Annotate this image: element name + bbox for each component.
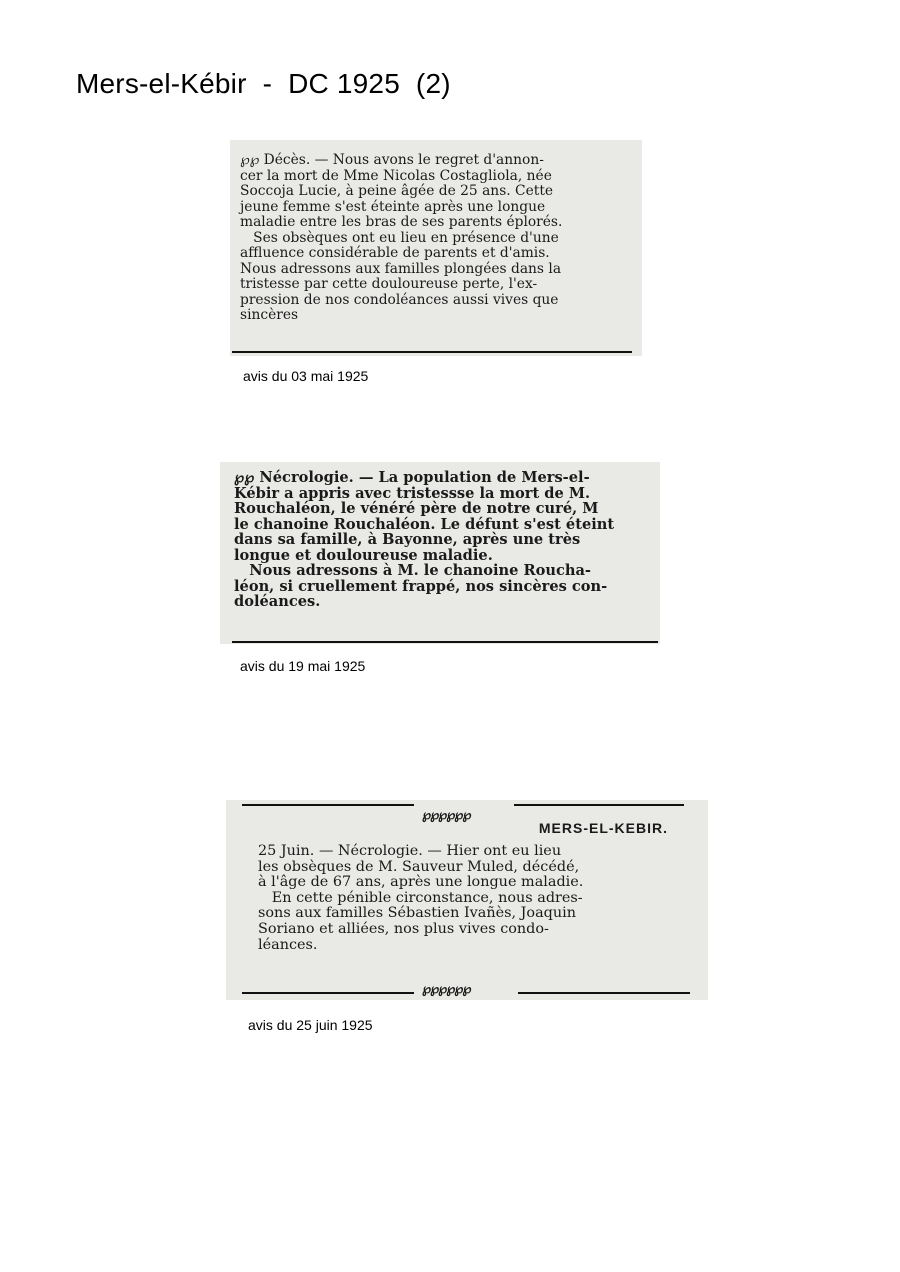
clipping-3-top-rule-left xyxy=(242,804,414,806)
clipping-1-line: maladie entre les bras de ses parents éplorés. xyxy=(240,214,563,230)
clipping-3-line: Soriano et alliées, nos plus vives condo- xyxy=(258,920,549,937)
clipping-3-line: les obsèques de M. Sauveur Muled, décédé, xyxy=(258,858,580,875)
clipping-2-line: ℘℘ Nécrologie. — La population de Mers-el- xyxy=(234,469,590,486)
clipping-3-top-rule-right xyxy=(514,804,684,806)
clipping-2-line: Kébir a appris avec tristessse la mort de M. xyxy=(234,484,591,502)
clipping-3-caption: avis du 25 juin 1925 xyxy=(248,1017,373,1033)
clipping-1-line: cer la mort de Mme Nicolas Costagliola, née xyxy=(240,167,552,184)
clipping-3-line: En cette pénible circonstance, nous adres- xyxy=(258,889,583,906)
ornament-icon: ℘℘℘℘℘℘ xyxy=(422,982,471,997)
page-title: Mers-el-Kébir - DC 1925 (2) xyxy=(76,68,451,99)
clipping-1-caption: avis du 03 mai 1925 xyxy=(243,368,369,384)
clipping-2-line: Nous adressons à M. le chanoine Roucha- xyxy=(234,562,591,579)
clipping-1-line: affluence considérable de parents et d'amis. xyxy=(240,245,550,261)
clipping-3-bottom-rule-right xyxy=(518,992,690,994)
clipping-2-line: dans sa famille, à Bayonne, après une très xyxy=(234,531,581,548)
clipping-1-line: pression de nos condoléances aussi vives que xyxy=(240,291,559,308)
clipping-2-line: le chanoine Rouchaléon. Le défunt s'est éteint xyxy=(234,515,615,533)
clipping-2-line: doléances. xyxy=(234,593,321,610)
clipping-3-line: sons aux familles Sébastien Ivañès, Joaquin xyxy=(258,905,577,922)
clipping-3 xyxy=(226,800,708,1000)
clipping-1 xyxy=(230,140,642,356)
ornament-icon: ℘℘℘℘℘℘ xyxy=(422,808,471,823)
clipping-2-line: Rouchaléon, le vénéré père de notre curé, M xyxy=(234,500,599,517)
clipping-1-line: tristesse par cette douloureuse perte, l'ex- xyxy=(240,276,538,292)
clipping-1-line: Nous adressons aux familles plongées dans la xyxy=(240,260,562,277)
clipping-1-line: Soccoja Lucie, à peine âgée de 25 ans. Cette xyxy=(240,183,554,199)
clipping-2 xyxy=(220,462,660,644)
clipping-3-line: 25 Juin. — Nécrologie. — Hier ont eu lieu xyxy=(258,843,562,859)
clipping-3-bottom-rule-left xyxy=(242,992,414,994)
clipping-1-bottom-rule xyxy=(232,351,632,353)
clipping-3-line: léances. xyxy=(258,936,318,953)
clipping-2-bottom-rule xyxy=(232,641,658,643)
clipping-2-caption: avis du 19 mai 1925 xyxy=(240,658,366,674)
clipping-2-line: léon, si cruellement frappé, nos sincères con- xyxy=(234,577,608,595)
clipping-3-line: à l'âge de 67 ans, après une longue maladie. xyxy=(258,874,584,891)
clipping-1-line: sincères xyxy=(240,307,299,323)
clipping-2-line: longue et douloureuse maladie. xyxy=(234,546,493,564)
clipping-1-line: jeune femme s'est éteinte après une longue xyxy=(240,198,546,215)
clipping-3-section-heading: MERS-EL-KEBIR. xyxy=(538,820,668,836)
clipping-3-body xyxy=(258,844,583,953)
clipping-1-line: Ses obsèques ont eu lieu en présence d'une xyxy=(240,229,559,246)
clipping-1-line: ℘℘ Décès. — Nous avons le regret d'annon- xyxy=(240,152,544,168)
